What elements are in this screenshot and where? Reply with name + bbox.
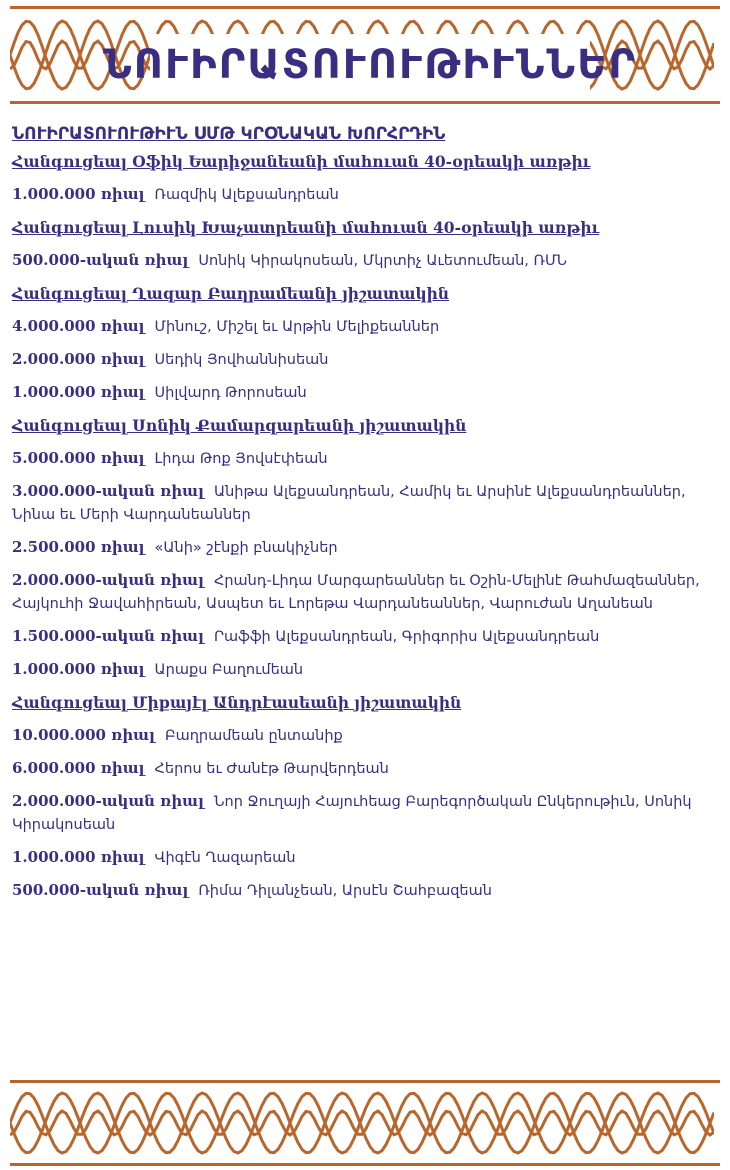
donation-amount: 5.000.000 ռիալ [12,449,145,467]
donation-entry [12,879,712,902]
donation-entry [12,536,712,559]
section-4 [12,693,712,902]
donation-entry [12,846,712,869]
donation-entry [12,658,712,681]
donor-names: Վիգէն Ղազարեան [154,850,296,866]
donation-entry [12,381,712,404]
donor-names: Ռիմա Դիլանչեան, Արսէն Շահբազեան [198,883,492,899]
donation-entry [12,480,712,526]
section-0 [12,152,712,206]
donation-amount: 500.000-ական ռիալ [12,251,189,269]
section-title: Հանգուցեալ Ղազար Բաղրամեանի յիշատակին [12,284,450,303]
document-heading: ՆՈՒԻՐԱՏՈՒՈՒԹԻՒՆ ՍՄԹ ԿՐՕՆԱԿԱՆ ԽՈՐՀՐԴԻՆ [12,124,446,144]
donation-amount: 1.500.000-ական ռիալ [12,627,204,645]
donation-entry [12,249,712,272]
banner-title: ՆՈՒԻՐԱՏՈՒՈՒԹԻՒՆՆԵՐ [103,42,637,88]
section-title: Հանգուցեալ Օֆիկ Եարիջանեանի մահուան 40-օրեակի առթիւ [12,152,591,171]
donor-names: Հրանդ-Լիդա Մարգարեաններ եւ Օշին-Մելինէ Թահմազեաններ, Հայկուհի Ջավահիրեան, Ասպետ եւ Լորեթա Վարդանեաններ, Վարուժան Աղանեան [12,573,700,612]
donation-entry [12,447,712,470]
donor-names: Սեդիկ Յովհաննիսեան [154,352,329,368]
donation-entry [12,757,712,780]
donation-amount: 6.000.000 ռիալ [12,759,145,777]
donor-names: Անիթա Ալեքսանդրեան, Համիկ եւ Արսինէ Ալեքսանդրեաններ, Նինա եւ Մերի Վարդանեաններ [12,484,686,523]
donor-names: Մինուշ, Միշել եւ Արթին Մելիքեաններ [154,319,440,335]
section-3 [12,416,712,681]
donation-entry [12,348,712,371]
section-title: Հանգուցեալ Լուսիկ Խաչատրեանի մահուան 40-օրեակի առթիւ [12,218,600,237]
donation-entry [12,724,712,747]
donation-entry [12,790,712,836]
donor-names: Րաֆֆի Ալեքսանդրեան, Գրիգորիս Ալեքսանդրեան [213,629,600,645]
donation-amount: 2.000.000-ական ռիալ [12,792,204,810]
donation-amount: 2.000.000 ռիալ [12,350,145,368]
section-1 [12,218,712,272]
donation-amount: 10.000.000 ռիալ [12,726,155,744]
donor-names: Հերոս եւ Ժանէթ Թարվերդեան [154,761,389,777]
banner [103,34,637,96]
knot-pattern-icon [10,1083,714,1163]
donation-amount: 2.500.000 ռիալ [12,538,145,556]
donation-entry [12,315,712,338]
section-title: Հանգուցեալ Սոնիկ Քամարզարեանի յիշատակին [12,416,467,435]
donor-names: Սոնիկ Կիրակոսեան, Մկրտիչ Աւետումեան, ՌՄՆ [198,253,568,269]
donation-amount: 4.000.000 ռիալ [12,317,145,335]
donation-amount: 1.000.000 ռիալ [12,660,145,678]
donation-amount: 1.000.000 ռիալ [12,383,145,401]
section-2 [12,284,712,404]
bottom-ornament-border [10,1080,720,1166]
donation-entry [12,569,712,615]
donation-amount: 3.000.000-ական ռիալ [12,482,204,500]
donor-names: Լիդա Թոք Յովսէփեան [154,451,328,467]
donor-names: Նոր Ջուղայի Հայուհեաց Բարեգործական Ընկերութիւն, Սոնիկ Կիրակոսեան [12,794,692,833]
donation-amount: 1.000.000 ռիալ [12,185,145,203]
donor-names: Սիլվարդ Թորոսեան [154,385,307,401]
donor-names: Արաքս Բաղումեան [154,662,304,678]
donor-names: Ռազմիկ Ալեքսանդրեան [154,187,339,203]
donation-amount: 500.000-ական ռիալ [12,881,189,899]
donor-names: «Անի» շէնքի բնակիչներ [154,540,338,556]
donation-entry [12,625,712,648]
document-body [12,124,712,914]
donor-names: Բաղրամեան ընտանիք [164,728,343,744]
donation-entry [12,183,712,206]
donation-amount: 1.000.000 ռիալ [12,848,145,866]
section-title: Հանգուցեալ Միքայէլ Անդրէասեանի յիշատակին [12,693,462,712]
donation-amount: 2.000.000-ական ռիալ [12,571,204,589]
